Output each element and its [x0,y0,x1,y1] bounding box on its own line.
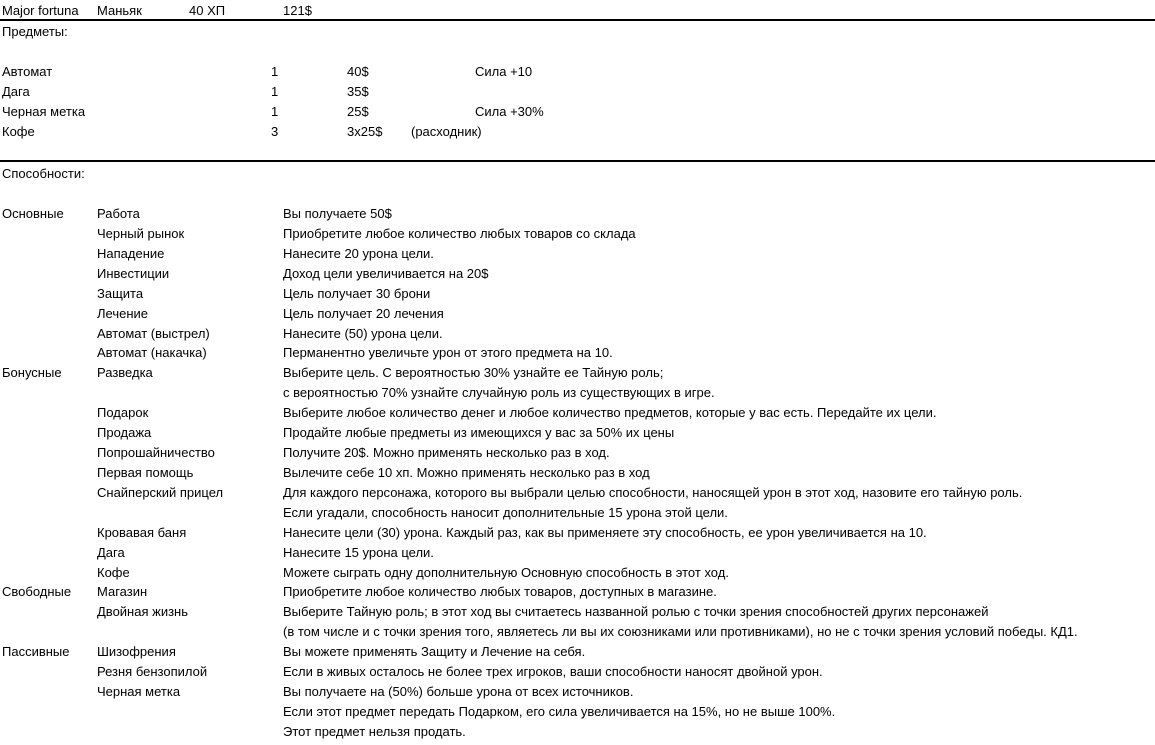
ability-description: Можете сыграть одну дополнительную Основную способность в этот ход. [283,565,729,580]
ability-name: Защита [97,286,144,301]
ability-name: Автомат (выстрел) [97,326,210,341]
ability-name: Черный рынок [97,226,185,241]
ability-name: Дага [97,545,125,560]
ability-description: Если в живых осталось не более трех игроков, ваши способности наносят двойной урон. [283,664,823,679]
ability-description: Этот предмет нельзя продать. [283,724,466,739]
ability-description: Вы получаете на (50%) больше урона от всех источников. [283,684,634,699]
ability-name: Автомат (накачка) [97,345,207,360]
items-title: Предметы: [2,24,68,39]
item-price: 40$ [347,64,369,79]
ability-description: Перманентно увеличьте урон от этого предмета на 10. [283,345,613,360]
ability-description: Вы получаете 50$ [283,206,392,221]
item-effect: Сила +30% [475,104,544,119]
ability-name: Подарок [97,405,149,420]
ability-name: Разведка [97,365,153,380]
item-name: Кофе [2,124,35,139]
item-quantity: 1 [271,84,279,99]
ability-description: с вероятностью 70% узнайте случайную роль из существующих в игре. [283,385,715,400]
ability-name: Работа [97,206,140,221]
item-quantity: 1 [271,64,279,79]
ability-description: Выберите Тайную роль; в этот ход вы считаетесь названной ролью с точки зрения способностей других персонажей [283,604,989,619]
abilities-title: Способности: [2,166,85,181]
ability-category: Бонусные [2,365,62,380]
ability-name: Шизофрения [97,644,176,659]
item-price: 3х25$ [347,124,383,139]
item-name: Черная метка [2,104,86,119]
ability-description: Приобретите любое количество любых товаров, доступных в магазине. [283,584,717,599]
ability-description: Выберите цель. С вероятностью 30% узнайте ее Тайную роль; [283,365,664,380]
ability-description: (в том числе и с точки зрения того, являетесь ли вы их союзниками или противниками), но не с точки зрения условий победы. КД1. [283,624,1078,639]
item-note: (расходник) [411,124,482,139]
header-divider [0,19,1155,21]
ability-description: Если угадали, способность наносит дополнительные 15 урона этой цели. [283,505,728,520]
ability-name: Резня бензопилой [97,664,208,679]
ability-description: Вы можете применять Защиту и Лечение на себя. [283,644,586,659]
ability-category: Свободные [2,584,72,599]
item-quantity: 3 [271,124,279,139]
items-divider [0,160,1155,162]
ability-name: Попрошайничество [97,445,215,460]
ability-description: Цель получает 20 лечения [283,306,444,321]
ability-description: Продайте любые предметы из имеющихся у вас за 50% их цены [283,425,675,440]
ability-category: Пассивные [2,644,70,659]
ability-name: Кофе [97,565,130,580]
ability-name: Лечение [97,306,149,321]
ability-description: Если этот предмет передать Подарком, его сила увеличивается на 15%, но не выше 100%. [283,704,836,719]
ability-category: Основные [2,206,64,221]
ability-name: Черная метка [97,684,181,699]
ability-name: Первая помощь [97,465,194,480]
ability-name: Продажа [97,425,152,440]
item-price: 35$ [347,84,369,99]
ability-description: Получите 20$. Можно применять несколько раз в ход. [283,445,610,460]
item-quantity: 1 [271,104,279,119]
ability-description: Нанесите 20 урона цели. [283,246,434,261]
ability-description: Для каждого персонажа, которого вы выбрали целью способности, наносящей урон в этот ход, назовите его тайную роль. [283,485,1023,500]
item-name: Дага [2,84,30,99]
ability-description: Вылечите себе 10 хп. Можно применять несколько раз в ход [283,465,650,480]
ability-name: Кровавая баня [97,525,187,540]
ability-name: Двойная жизнь [97,604,188,619]
item-effect: Сила +10 [475,64,533,79]
ability-description: Доход цели увеличивается на 20$ [283,266,489,281]
ability-name: Инвестиции [97,266,170,281]
ability-description: Приобретите любое количество любых товаров со склада [283,226,636,241]
ability-description: Выберите любое количество денег и любое количество предметов, которые у вас есть. Передайте их цели. [283,405,937,420]
character-name: Major fortuna [2,3,79,18]
ability-name: Снайперский прицел [97,485,224,500]
ability-name: Магазин [97,584,148,599]
item-name: Автомат [2,64,53,79]
ability-description: Цель получает 30 брони [283,286,431,301]
ability-description: Нанесите (50) урона цели. [283,326,443,341]
character-role: Маньяк [97,3,142,18]
item-price: 25$ [347,104,369,119]
character-money: 121$ [283,3,312,18]
ability-name: Нападение [97,246,165,261]
ability-description: Нанесите цели (30) урона. Каждый раз, как вы применяете эту способность, ее урон увеличивается на 10. [283,525,927,540]
ability-description: Нанесите 15 урона цели. [283,545,434,560]
character-hp: 40 ХП [189,3,226,18]
